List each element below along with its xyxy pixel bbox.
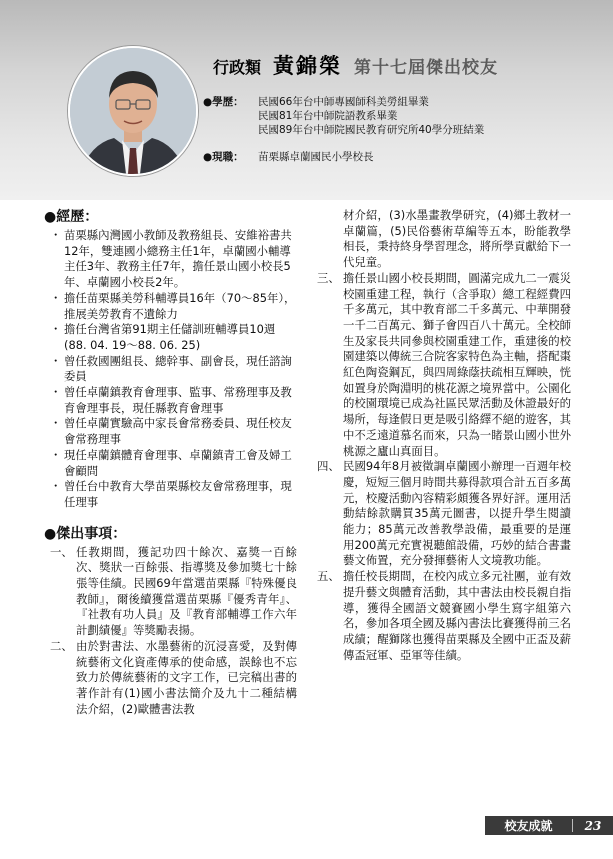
title-row	[213, 50, 498, 80]
honor-title: 第十七屆傑出校友	[354, 58, 499, 78]
page-number: 23	[584, 818, 602, 833]
list-item: 三、 擔任景山國小校長期間，圓滿完成九二一震災校園重建工程，執行（含爭取）總工程經費四千多萬元，其中教育部二千多萬元、中華開發一千二百萬元、獅子會四百八十萬元。全校師生及家長共同參與校園重建工作，重建後的校園建築以傳統三合院客家特色為主軸，搭配棗紅色陶瓷鋼瓦，與四周綠蔭扶疏相互輝映，恍如置身於陶淵明的桃花源之境界當中。公園化的校園環境已成為社區民眾活動及休證最好的場所，每逢假日更是吸引絡繹不絕的遊客，其中不乏遠道慕名而來，只為一睹景山國小世外桃源之廬山真面目。	[317, 270, 571, 458]
list-item: ・ 曾任卓蘭鎮教育會理事、監事、常務理事及教育會理事長，現任縣教育會理事	[50, 385, 292, 415]
current-value: 苗栗縣卓蘭國民小學校長	[258, 151, 374, 163]
achievement-continuation: 材介紹，(3)水墨畫教學研究，(4)鄉土教材一卓蘭篇，(5)民俗藝術草編等五本，盼能教學相長，秉持終身學習理念，將所學貢獻給下一代兒童。	[343, 208, 571, 270]
current-position	[203, 150, 374, 164]
list-item: ・ 苗栗縣內灣國小教師及教務組長、安維裕書共12年，雙連國小總務主任1年，卓蘭國小輔導主任3年、教務主任7年，擔任景山國小校長5年、卓蘭國小校長2年。	[50, 228, 292, 290]
list-item: ・ 擔任台灣省第91期主任儲訓班輔導員10週(88. 04. 19～88. 06. 25)	[50, 322, 276, 352]
list-item: 四、 民國94年8月被徵調卓蘭國小辦理一百週年校慶，短短三個月時間共募得款項合計五百多萬元，校慶活動內容精彩頗獲各界好評。運用活動結餘款購買35萬元圖書，以提升學生閱讀能力；85萬元改善教學設備，最重要的是運用200萬元充實視聽館設備，巧妙的結合書畫藝文佈置，充分發揮藝術人文境教功能。	[317, 459, 571, 568]
education-line: 民國81年台中師院語教系畢業	[258, 110, 398, 122]
section-label: 校友成就	[504, 819, 553, 833]
education-label: ●學歷：	[203, 96, 244, 108]
list-item: ・ 曾任卓蘭實驗高中家長會常務委員、現任校友會常務理事	[50, 416, 292, 447]
alumnus-name: 黃錦榮	[273, 54, 343, 78]
achievements-list-continued	[317, 271, 571, 664]
left-column	[44, 208, 297, 717]
page-footer	[485, 816, 613, 835]
experience-list	[50, 228, 297, 511]
current-label: ●現職：	[203, 151, 244, 163]
list-item: ・ 擔任苗栗縣美勞科輔導員16年（70～85年），推展美勞教育不遺餘力	[50, 290, 296, 321]
right-column	[317, 208, 571, 663]
list-item: 二、 由於對書法、水墨藝術的沉浸喜愛，及對傳統藝術文化資產傳承的使命感，誤餘也不忘致力於傳統藝術的文字工作，已完稿出書的著作計有(1)國小書法簡介及九十二種結構法介紹，(2)歐體書法教	[50, 638, 297, 716]
portrait-image	[70, 48, 196, 174]
list-item: ・ 曾任台中教育大學苗栗縣校友會常務理事，現任理事	[50, 479, 292, 509]
education-line: 民國89年台中師院國民教育研究所40學分班結業	[258, 124, 485, 136]
list-item: ・ 曾任救國團組長、總幹事、副會長，現任諮詢委員	[50, 353, 292, 384]
education-block	[203, 95, 484, 137]
experience-heading: ●經歷：	[44, 209, 99, 225]
list-item: ・ 現任卓蘭鎮體育會理事、卓蘭鎮青工會及婦工會顧問	[50, 447, 292, 478]
list-item: 一、 任教期間，獲記功四十餘次、嘉獎一百餘次、獎狀一百餘張、指導獎及參加獎七十餘張等佳績。民國69年當選苗栗縣『特殊優良教師』，爾後續獲當選苗栗縣『優秀青年』、『社教有功人員』及『教育部輔導工作六年計劃績優』等獎勵表揚。	[50, 544, 297, 638]
education-line: 民國66年台中師專國師科美勞組畢業	[258, 96, 429, 108]
achievements-list	[50, 545, 297, 718]
category-label: 行政類	[213, 58, 262, 77]
portrait-photo	[68, 46, 198, 176]
achievements-heading: ●傑出事項：	[44, 525, 127, 542]
list-item: 五、 擔任校長期間，在校內成立多元社團，並有效提升藝文與體育活動，其中書法由校長親自指導，獲得全國語文競賽國小學生寫字組第六名，參加各項全國及縣內書法比賽獲得前三名成績；醒獅隊也獲得苗栗縣及全國中正盃及薪傳盃冠軍、亞軍等佳績。	[317, 569, 571, 662]
